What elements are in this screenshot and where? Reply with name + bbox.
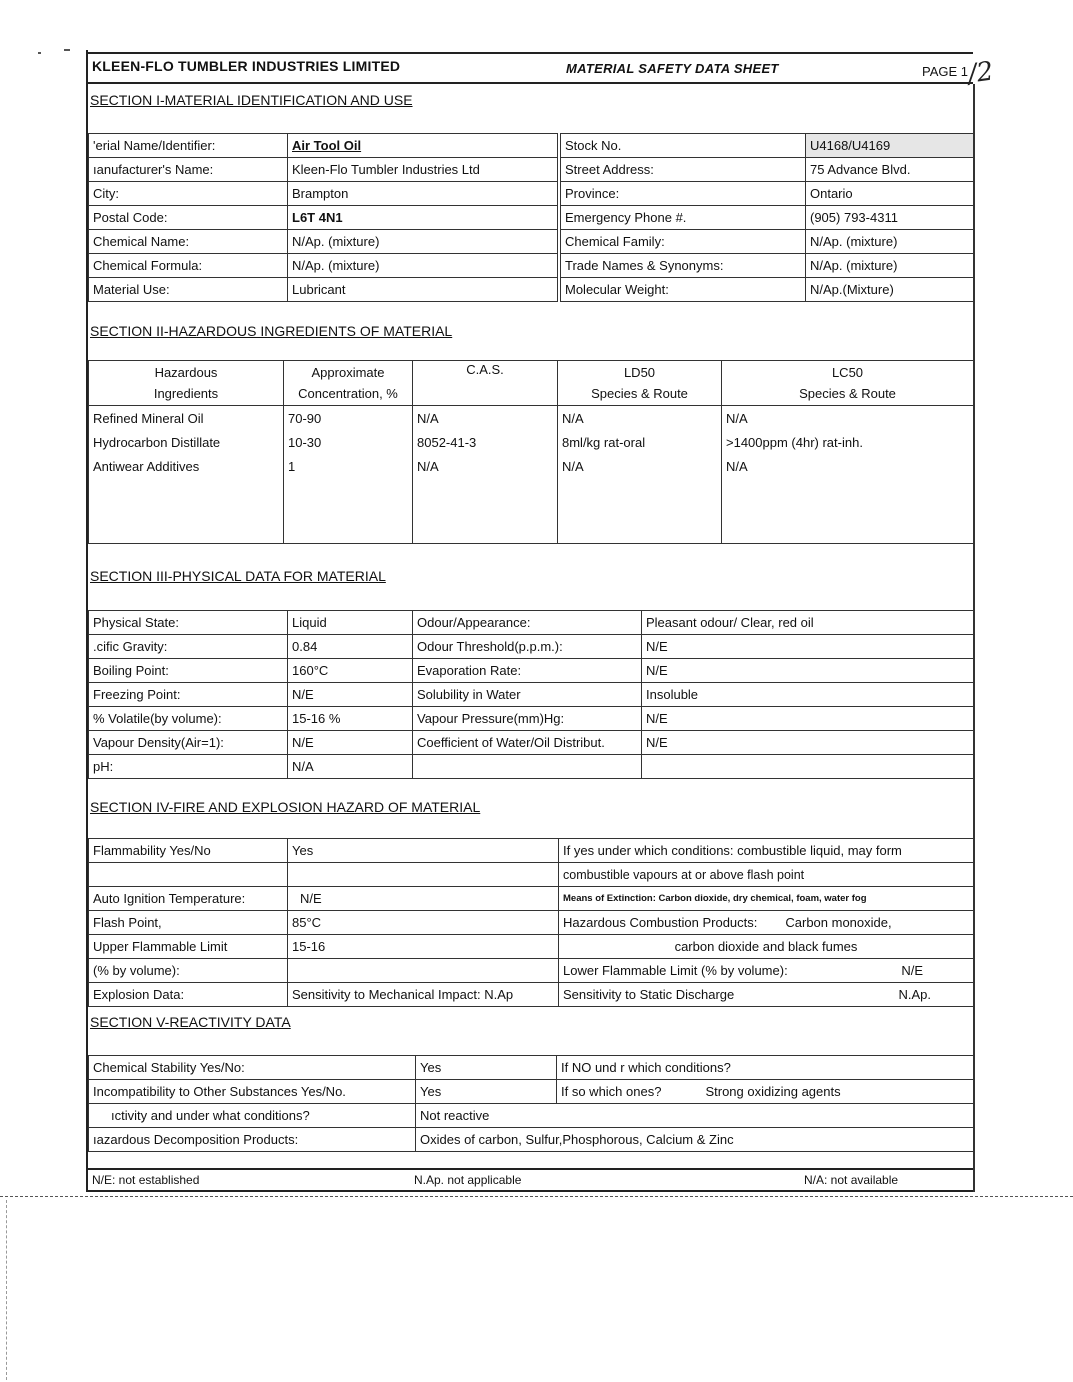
ingredient-concentrations: 70-90 10-30 1 — [284, 406, 413, 544]
empty-cell — [288, 863, 559, 887]
field-label — [413, 755, 642, 779]
field-value: N/E — [642, 635, 974, 659]
field-value — [642, 755, 974, 779]
table-header-row — [89, 361, 974, 406]
header-ld50: LD50 Species & Route — [558, 361, 722, 406]
table-row — [89, 755, 974, 779]
field-value: N/Ap. (mixture) — [806, 254, 974, 278]
table-row — [89, 182, 558, 206]
ingredient-names: Refined Mineral Oil Hydrocarbon Distillate Antiwear Additives — [89, 406, 284, 544]
field-value: N/Ap. (mixture) — [288, 254, 558, 278]
table-row — [89, 731, 974, 755]
field-value: Oxides of carbon, Sulfur,Phosphorous, Calcium & Zinc — [416, 1128, 974, 1152]
field-value: N/A — [288, 755, 413, 779]
field-value: N/E — [642, 659, 974, 683]
table-row — [89, 839, 974, 863]
table-row — [89, 983, 974, 1007]
flammability-conditions-cont: combustible vapours at or above flash point — [559, 863, 974, 887]
table-row — [89, 683, 974, 707]
page-number: PAGE 1 — [922, 64, 969, 79]
field-label: Freezing Point: — [89, 683, 288, 707]
table-row — [89, 635, 974, 659]
field-label: .cific Gravity: — [89, 635, 288, 659]
field-value: Kleen-Flo Tumbler Industries Ltd — [288, 158, 558, 182]
table-row — [89, 707, 974, 731]
table-row — [89, 406, 974, 544]
field-label: Chemical Stability Yes/No: — [89, 1056, 416, 1080]
section-1-right-table — [560, 133, 974, 302]
table-row — [89, 911, 974, 935]
flammability-conditions: If yes under which conditions: combustible liquid, may form — [559, 839, 974, 863]
combustion-products-cont: carbon dioxide and black fumes — [559, 935, 974, 959]
empty-cell — [89, 863, 288, 887]
means-of-extinction: Means of Extinction: Carbon dioxide, dry chemical, foam, water fog — [559, 887, 974, 911]
scan-edge-line — [6, 1200, 7, 1380]
legend-nap: N.Ap. not applicable — [414, 1173, 522, 1187]
table-row — [89, 1080, 974, 1104]
field-label: Upper Flammable Limit — [89, 935, 288, 959]
field-label: Odour Threshold(p.p.m.): — [413, 635, 642, 659]
field-label: Incompatibility to Other Substances Yes/No. — [89, 1080, 416, 1104]
field-value: 160°C — [288, 659, 413, 683]
field-value: 15-16 % — [288, 707, 413, 731]
table-row — [89, 1128, 974, 1152]
field-label: Province: — [561, 182, 806, 206]
abbreviation-legend — [88, 1168, 973, 1192]
header-lc50: LC50 Species & Route — [722, 361, 974, 406]
legend-na: N/A: not available — [804, 1173, 899, 1187]
field-label: ıanufacturer's Name: — [89, 158, 288, 182]
field-value: U4168/U4169 — [806, 134, 974, 158]
field-label: Chemical Name: — [89, 230, 288, 254]
field-label: Physical State: — [89, 611, 288, 635]
table-row — [89, 158, 558, 182]
field-value: 0.84 — [288, 635, 413, 659]
field-label: pH: — [89, 755, 288, 779]
field-value: 15-16 — [288, 935, 559, 959]
header-cas: C.A.S. — [413, 361, 558, 406]
table-row — [89, 863, 974, 887]
table-row — [89, 1056, 974, 1080]
field-label: Flammability Yes/No — [89, 839, 288, 863]
table-row — [89, 1104, 974, 1128]
table-row — [561, 278, 974, 302]
table-row — [561, 206, 974, 230]
fire-hazard-table — [88, 838, 974, 1007]
legend-ne: N/E: not established — [92, 1173, 200, 1187]
field-label: Street Address: — [561, 158, 806, 182]
field-label: % Volatile(by volume): — [89, 707, 288, 731]
stability-conditions: If NO und r which conditions? — [557, 1056, 974, 1080]
company-name: KLEEN-FLO TUMBLER INDUSTRIES LIMITED — [92, 58, 401, 74]
field-value: Yes — [416, 1080, 557, 1104]
mechanical-impact: Sensitivity to Mechanical Impact: N.Ap — [288, 983, 559, 1007]
field-value: Pleasant odour/ Clear, red oil — [642, 611, 974, 635]
page-cut-line — [0, 1196, 1073, 1197]
field-value: N/Ap.(Mixture) — [806, 278, 974, 302]
field-label: Coefficient of Water/Oil Distribut. — [413, 731, 642, 755]
field-label: Auto Ignition Temperature: — [89, 887, 288, 911]
field-value: N/E — [642, 731, 974, 755]
section-1-left-table — [88, 133, 558, 302]
field-value: N/Ap. (mixture) — [806, 230, 974, 254]
ingredient-ld50: N/A 8ml/kg rat-oral N/A — [558, 406, 722, 544]
field-value: 85°C — [288, 911, 559, 935]
table-row — [89, 206, 558, 230]
header-concentration: Approximate Concentration, % — [284, 361, 413, 406]
section-4-title: SECTION IV-FIRE AND EXPLOSION HAZARD OF MATERIAL — [90, 799, 481, 815]
section-3-title: SECTION III-PHYSICAL DATA FOR MATERIAL — [90, 568, 386, 584]
reactivity-table — [88, 1055, 974, 1152]
field-label: (% by volume): — [89, 959, 288, 983]
field-value: L6T 4N1 — [288, 206, 558, 230]
field-value: Ontario — [806, 182, 974, 206]
field-label: Vapour Density(Air=1): — [89, 731, 288, 755]
field-label: Boiling Point: — [89, 659, 288, 683]
header-hazardous-ingredients: Hazardous Ingredients — [89, 361, 284, 406]
field-label: Flash Point, — [89, 911, 288, 935]
combustion-products: Hazardous Combustion Products: Carbon monoxide, — [559, 911, 974, 935]
physical-data-table — [88, 610, 974, 779]
scan-speck — [38, 52, 41, 54]
table-row — [561, 158, 974, 182]
field-label: Evaporation Rate: — [413, 659, 642, 683]
field-label: Emergency Phone #. — [561, 206, 806, 230]
field-value: N/Ap. (mixture) — [288, 230, 558, 254]
field-label: Molecular Weight: — [561, 278, 806, 302]
field-value: Air Tool Oil — [288, 134, 558, 158]
section-2-title: SECTION II-HAZARDOUS INGREDIENTS OF MATERIAL — [90, 323, 453, 339]
table-row — [561, 134, 974, 158]
field-value: Brampton — [288, 182, 558, 206]
table-row — [561, 254, 974, 278]
document-title: MATERIAL SAFETY DATA SHEET — [566, 61, 779, 76]
field-label: Chemical Formula: — [89, 254, 288, 278]
field-value: 75 Advance Blvd. — [806, 158, 974, 182]
field-value: N/E — [288, 683, 413, 707]
field-label: Material Use: — [89, 278, 288, 302]
table-row — [89, 134, 558, 158]
field-label: Postal Code: — [89, 206, 288, 230]
table-row — [89, 230, 558, 254]
field-value: N/E — [288, 731, 413, 755]
lower-flammable-limit: Lower Flammable Limit (% by volume): N/E — [559, 959, 974, 983]
document-header — [88, 52, 973, 84]
field-label: Stock No. — [561, 134, 806, 158]
table-row — [89, 935, 974, 959]
field-label: Vapour Pressure(mm)Hg: — [413, 707, 642, 731]
handwritten-page-total: /2 — [966, 56, 996, 90]
field-label: Chemical Family: — [561, 230, 806, 254]
field-value: Insoluble — [642, 683, 974, 707]
table-row — [89, 659, 974, 683]
ingredients-table — [88, 360, 974, 544]
section-5-title: SECTION V-REACTIVITY DATA — [90, 1014, 291, 1030]
table-row — [89, 887, 974, 911]
field-value: Liquid — [288, 611, 413, 635]
field-label: Trade Names & Synonyms: — [561, 254, 806, 278]
field-value: Yes — [288, 839, 559, 863]
field-label: 'erial Name/Identifier: — [89, 134, 288, 158]
field-value: Not reactive — [416, 1104, 974, 1128]
field-label: Odour/Appearance: — [413, 611, 642, 635]
field-value: Lubricant — [288, 278, 558, 302]
field-label: Solubility in Water — [413, 683, 642, 707]
field-label: City: — [89, 182, 288, 206]
table-row — [89, 611, 974, 635]
empty-cell — [288, 959, 559, 983]
ingredient-cas: N/A 8052-41-3 N/A — [413, 406, 558, 544]
field-value: N/E — [288, 887, 559, 911]
field-label: ıazardous Decomposition Products: — [89, 1128, 416, 1152]
field-label: ıctivity and under what conditions? — [89, 1104, 416, 1128]
ingredient-lc50: N/A >1400ppm (4hr) rat-inh. N/A — [722, 406, 974, 544]
table-row — [89, 254, 558, 278]
static-discharge: Sensitivity to Static Discharge N.Ap. — [559, 983, 974, 1007]
field-value: (905) 793-4311 — [806, 206, 974, 230]
table-row — [89, 278, 558, 302]
section-1-title: SECTION I-MATERIAL IDENTIFICATION AND USE — [90, 92, 413, 108]
table-row — [561, 182, 974, 206]
scan-speck — [64, 49, 70, 51]
table-row — [89, 959, 974, 983]
table-row — [561, 230, 974, 254]
field-value: N/E — [642, 707, 974, 731]
incompatible-substances: If so which ones? Strong oxidizing agents — [557, 1080, 974, 1104]
field-label: Explosion Data: — [89, 983, 288, 1007]
field-value: Yes — [416, 1056, 557, 1080]
